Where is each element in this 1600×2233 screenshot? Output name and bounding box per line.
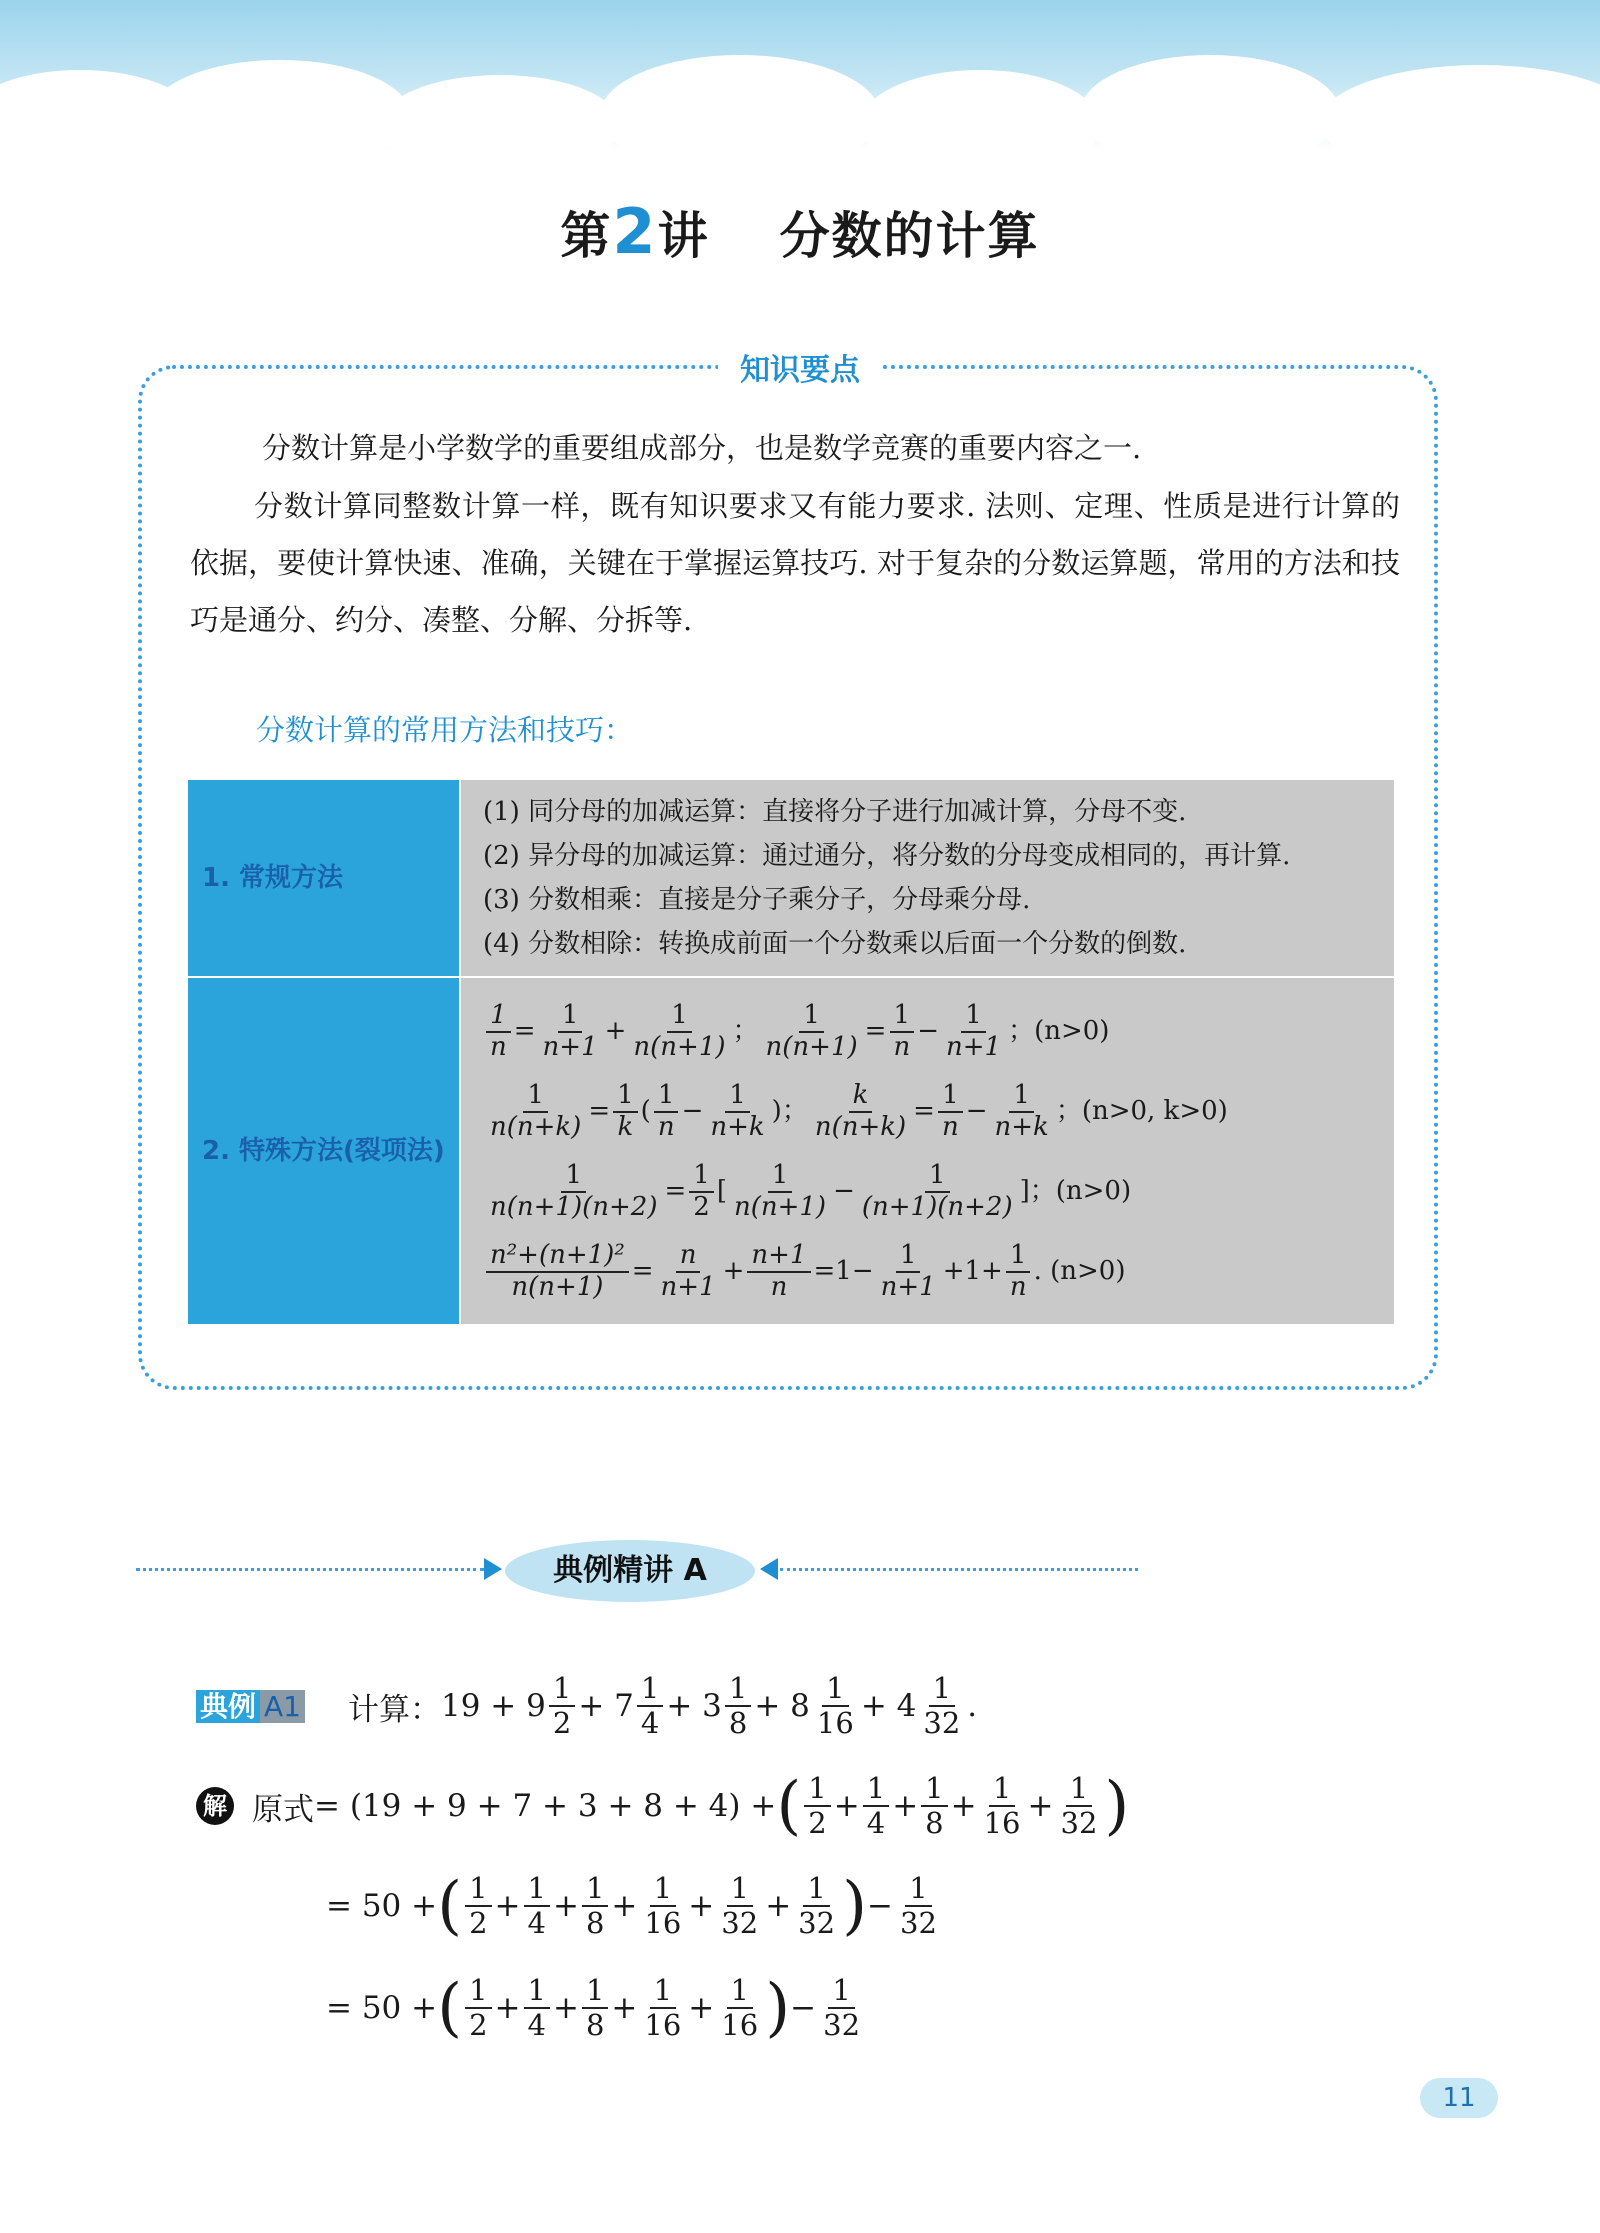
solution-step-1: 解 原式 = (19 + 9 + 7 + 3 + 8 + 4) + ( $\frac{1}{2}$ + $\frac{1}{4}$ + $\frac{1}{8}$ + $\frac{1}{16}$ + $\frac{1}{32}$ ) — [196, 1772, 1129, 1841]
header-sky-banner — [0, 0, 1600, 150]
formula-condition: (n>0) — [1050, 1256, 1126, 1286]
table-row — [187, 977, 1395, 1325]
intro-paragraph-1: 分数计算是小学数学的重要组成部分，也是数学竞赛的重要内容之一. — [262, 431, 1142, 465]
lecture-name: 分数的计算 — [779, 207, 1040, 265]
formula-line: $\frac{1}{n(n+k)}$ = $\frac{1}{k}$ ( $\frac{1}{n}$ − $\frac{1}{n+k}$ )； $\frac{k}{n(n+k)}$ = $\frac{1}{n}$ − $\frac{1}{n+k}$ ；(n>0, k>0) — [490, 1080, 1228, 1142]
table-row — [187, 779, 1395, 977]
rule-line: (1) 同分母的加减运算：直接将分子进行加减计算，分母不变. — [483, 797, 1187, 827]
cloud-decoration — [860, 70, 1100, 180]
example-problem: 计算： 19 + 9 $\frac{1}{2}$ + 7 $\frac{1}{4}$ + 3 $\frac{1}{8}$ + 8 $\frac{1}{16}$ + 4 $\frac{1}{32}$ . — [348, 1671, 978, 1741]
formula-condition: ；(n>0, k>0) — [1055, 1096, 1228, 1126]
example-badge-label: 典例 — [196, 1690, 260, 1723]
solution-icon: 解 — [196, 1787, 234, 1825]
section-divider-right — [780, 1568, 1138, 1571]
cloud-decoration — [1320, 65, 1600, 180]
formula-condition: ；(n>0) — [1008, 1016, 1110, 1046]
solution-step-3: = 50 + ( $\frac{1}{2}$ + $\frac{1}{4}$ + $\frac{1}{8}$ + $\frac{1}{16}$ + $\frac{1}{16}$ ) − $\frac{1}{32}$ — [326, 1971, 861, 2046]
knowledge-points-heading: 知识要点 — [0, 345, 1600, 389]
section-divider-left — [136, 1568, 484, 1571]
method-content-regular — [460, 779, 1395, 977]
method-content-special — [460, 977, 1395, 1325]
intro-paragraph-2: 分数计算同整数计算一样，既有知识要求又有能力要求. 法则、定理、性质是进行计算的依据，要使计算快速、准确，关键在于掌握运算技巧. 对于复杂的分数运算题，常用的方法和技巧是通分、约分、凑整、分解、分拆等. — [190, 489, 1400, 637]
arrow-left-icon — [760, 1558, 778, 1580]
section-heading-examples: 典例精讲 A — [505, 1540, 755, 1602]
cloud-decoration — [150, 60, 410, 170]
rule-line: (3) 分数相乘：直接是分子乘分子，分母乘分母. — [483, 885, 1031, 915]
method-label-special: 2. 特殊方法(裂项法) — [187, 977, 460, 1325]
formula-line: $\frac{\text{n²+(n+1)²}}{n(n+1)}$ = $\frac{n}{n+1}$ + $\frac{n+1}{n}$ =1− $\frac{1}{n+1}$ +1+ $\frac{1}{n}$ . (n>0) — [483, 1231, 1372, 1311]
cloud-decoration — [1080, 55, 1340, 170]
example-prompt: 计算： — [348, 1691, 441, 1728]
method-label-regular: 1. 常规方法 — [187, 779, 460, 977]
page-title — [0, 195, 1600, 268]
example-badge-id: A1 — [260, 1690, 305, 1723]
arrow-right-icon — [484, 1558, 502, 1580]
formula-line: $\frac{1}{n}$ = $\frac{1}{n+1}$ + $\frac{1}{n(n+1)}$ ； $\frac{1}{n(n+1)}$ = $\frac{1}{n}$ − $\frac{1}{n+1}$ ；(n>0) — [483, 991, 1372, 1071]
title-suffix: 讲 — [657, 207, 710, 265]
methods-table — [186, 778, 1396, 1326]
page-number: 11 — [1420, 2078, 1498, 2118]
formula-line: $\frac{1}{n(n+1)(n+2)}$ = $\frac{1}{2}$ [ $\frac{1}{n(n+1)}$ − $\frac{1}{(n+1)(n+2)}$ ]；(n>0) — [490, 1160, 1132, 1222]
example-badge — [196, 1686, 305, 1728]
title-prefix: 第 — [560, 207, 613, 265]
solution-prefix: 原式 — [252, 1791, 314, 1828]
solution-step-2: = 50 + ( $\frac{1}{2}$ + $\frac{1}{4}$ + $\frac{1}{8}$ + $\frac{1}{16}$ + $\frac{1}{32}$ + $\frac{1}{32}$ ) − $\frac{1}{32}$ — [326, 1869, 937, 1944]
formula-condition: ；(n>0) — [1029, 1176, 1132, 1206]
cloud-decoration — [380, 75, 620, 175]
methods-subheading: 分数计算的常用方法和技巧： — [256, 713, 634, 747]
cloud-decoration — [600, 55, 880, 175]
rule-line: (4) 分数相除：转换成前面一个分数乘以后面一个分数的倒数. — [483, 929, 1187, 959]
lecture-number: 2 — [612, 195, 658, 268]
rule-line: (2) 异分母的加减运算：通过通分，将分数的分母变成相同的，再计算. — [483, 841, 1291, 871]
